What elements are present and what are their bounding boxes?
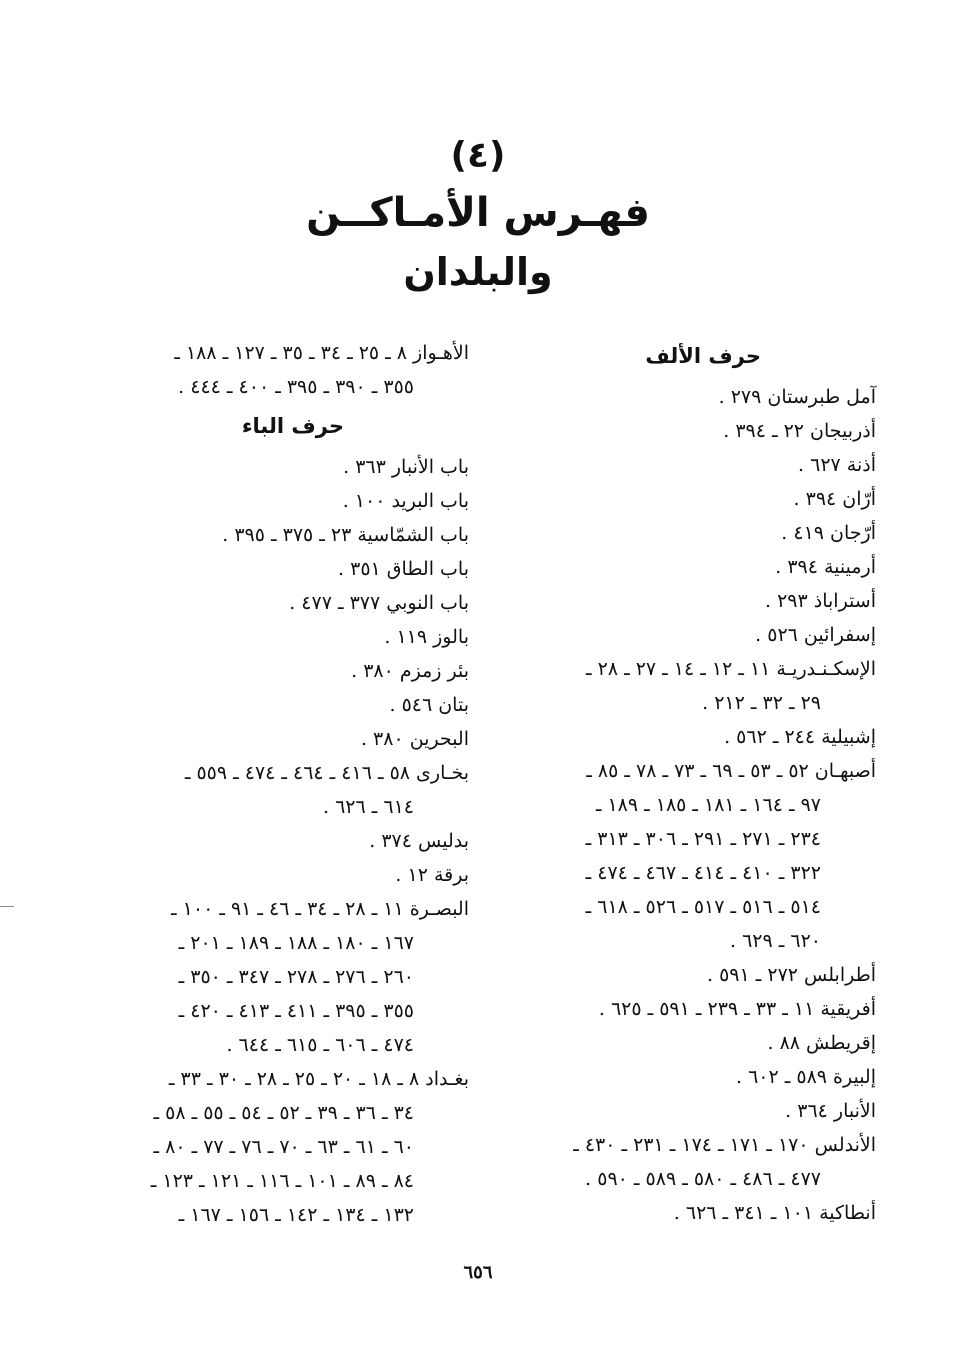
entry-line: أرّجان ٤١٩ . <box>781 522 876 544</box>
index-entry <box>109 518 469 552</box>
index-entry <box>109 824 469 858</box>
index-entry <box>109 336 469 404</box>
entry-list-ba <box>109 450 469 1232</box>
index-entry <box>476 992 876 1026</box>
index-entry <box>476 1128 876 1196</box>
entry-line: باب النوبي ٣٧٧ ـ ٤٧٧ . <box>289 592 469 614</box>
entry-list-alif-continued <box>109 336 469 404</box>
entry-line: بغـداد ٨ ـ ١٨ ـ ٢٠ ـ ٢٥ ـ ٢٨ ـ ٣٠ ـ ٣٣ ـ <box>168 1068 469 1090</box>
entry-line: آمل طبرستان ٢٧٩ . <box>718 386 876 408</box>
entry-line: أطرابلس ٢٧٢ ـ ٥٩١ . <box>706 964 876 986</box>
entry-line: أصبهـان ٥٢ ـ ٥٣ ـ ٦٩ ـ ٧٣ ـ ٧٨ ـ ٨٥ ـ <box>586 760 876 782</box>
entry-continuation-line: ٢٦٠ ـ ٢٧٦ ـ ٢٧٨ ـ ٣٤٧ ـ ٣٥٠ ـ <box>178 966 414 988</box>
entry-line: بخـارى ٥٨ ـ ٤١٦ ـ ٤٦٤ ـ ٤٧٤ ـ ٥٥٩ ـ <box>184 762 469 784</box>
entry-line: أرّان ٣٩٤ . <box>793 488 876 510</box>
index-entry <box>109 654 469 688</box>
entry-line: أذربيجان ٢٢ ـ ٣٩٤ . <box>723 420 876 442</box>
index-entry <box>476 550 876 584</box>
margin-mark <box>0 906 14 907</box>
entry-line: إلبيرة ٥٨٩ ـ ٦٠٢ . <box>735 1066 876 1088</box>
index-entry <box>476 618 876 652</box>
index-entry <box>109 858 469 892</box>
entry-continuation-line: ٢٩ ـ ٣٢ ـ ٢١٢ . <box>702 692 821 714</box>
entry-continuation-line: ٣٥٥ ـ ٣٩٠ ـ ٣٩٥ ـ ٤٠٠ ـ ٤٤٤ . <box>178 376 414 398</box>
entry-continuation-line: ٦٢٠ ـ ٦٢٩ . <box>730 930 821 952</box>
index-entry <box>109 586 469 620</box>
entry-continuation-line: ٣٤ ـ ٣٦ ـ ٣٩ ـ ٥٢ ـ ٥٤ ـ ٥٥ ـ ٥٨ ـ <box>153 1102 414 1124</box>
entry-line: البحرين ٣٨٠ . <box>360 728 469 750</box>
index-title: فهـرس الأمـاكــن <box>306 190 650 236</box>
entry-continuation-line: ٥١٤ ـ ٥١٦ ـ ٥١٧ ـ ٥٢٦ ـ ٦١٨ ـ <box>585 896 821 918</box>
entry-line: أذنة ٦٢٧ . <box>798 454 876 476</box>
index-entry <box>476 720 876 754</box>
page-number: ٦٥٦ <box>463 1262 493 1283</box>
entry-line: أستراباذ ٢٩٣ . <box>765 590 876 612</box>
index-entry <box>109 620 469 654</box>
entry-line: إسفرائين ٥٢٦ . <box>755 624 876 646</box>
entry-line: أنطاكية ١٠١ ـ ٣٤١ ـ ٦٢٦ . <box>673 1202 876 1224</box>
index-entry <box>476 516 876 550</box>
index-entry <box>476 652 876 720</box>
index-subtitle: والبلدان <box>403 250 553 294</box>
index-entry <box>476 1094 876 1128</box>
entry-line: بدليس ٣٧٤ . <box>369 830 469 852</box>
entry-continuation-line: ٦٠ ـ ٦١ ـ ٦٣ ـ ٧٠ ـ ٧٦ ـ ٧٧ ـ ٨٠ ـ <box>153 1136 414 1158</box>
entry-line: بئر زمزم ٣٨٠ . <box>351 660 469 682</box>
right-column <box>476 336 876 1230</box>
entry-continuation-line: ٣٢٢ ـ ٤١٠ ـ ٤١٤ ـ ٤٦٧ ـ ٤٧٤ ـ <box>585 862 821 884</box>
entry-continuation-line: ٤٧٧ ـ ٤٨٦ ـ ٥٨٠ ـ ٥٨٩ ـ ٥٩٠ . <box>585 1168 821 1190</box>
entry-line: البصـرة ١١ ـ ٢٨ ـ ٣٤ ـ ٤٦ ـ ٩١ ـ ١٠٠ ـ <box>171 898 469 920</box>
entry-line: الأنبار ٣٦٤ . <box>785 1100 876 1122</box>
index-entry <box>476 482 876 516</box>
index-entry <box>109 892 469 1062</box>
entry-line: أفريقية ١١ ـ ٣٣ ـ ٢٣٩ ـ ٥٩١ ـ ٦٢٥ . <box>598 998 876 1020</box>
index-entry <box>476 584 876 618</box>
index-entry <box>476 448 876 482</box>
index-entry <box>476 958 876 992</box>
entry-continuation-line: ٣٥٥ ـ ٣٩٥ ـ ٤١١ ـ ٤١٣ ـ ٤٢٠ ـ <box>178 1000 414 1022</box>
index-entry <box>476 1026 876 1060</box>
entry-line: الإسكـنـدريـة ١١ ـ ١٢ ـ ١٤ ـ ٢٧ ـ ٢٨ ـ <box>586 658 876 680</box>
entry-continuation-line: ١٦٧ ـ ١٨٠ ـ ١٨٨ ـ ١٨٩ ـ ٢٠١ ـ <box>178 932 414 954</box>
entry-continuation-line: ٨٤ ـ ٨٩ ـ ١٠١ ـ ١١٦ ـ ١٢١ ـ ١٢٣ ـ <box>150 1170 414 1192</box>
entry-continuation-line: ٩٧ ـ ١٦٤ ـ ١٨١ ـ ١٨٥ ـ ١٨٩ ـ <box>595 794 821 816</box>
index-entry <box>476 380 876 414</box>
entry-list-alif <box>476 380 876 1230</box>
entry-line: الأندلس ١٧٠ ـ ١٧١ ـ ١٧٤ ـ ٢٣١ ـ ٤٣٠ ـ <box>573 1134 876 1156</box>
index-entry <box>476 754 876 958</box>
entry-line: باب الشمّاسية ٢٣ ـ ٣٧٥ ـ ٣٩٥ . <box>222 524 469 546</box>
index-entry <box>476 414 876 448</box>
entry-line: بالوز ١١٩ . <box>384 626 469 648</box>
entry-line: إقريطش ٨٨ . <box>767 1032 876 1054</box>
entry-line: باب الطاق ٣٥١ . <box>338 558 469 580</box>
index-entry <box>109 688 469 722</box>
entry-line: برقة ١٢ . <box>395 864 469 886</box>
letter-heading-ba: حرف الباء <box>241 414 344 438</box>
index-entry <box>109 1062 469 1232</box>
entry-line: باب البريد ١٠٠ . <box>342 490 469 512</box>
entry-line: بتان ٥٤٦ . <box>389 694 469 716</box>
index-entry <box>109 484 469 518</box>
section-number: (٤) <box>450 135 506 176</box>
entry-continuation-line: ٦١٤ ـ ٦٢٦ . <box>323 796 414 818</box>
index-entry <box>109 552 469 586</box>
index-entry <box>109 756 469 824</box>
index-entry <box>476 1196 876 1230</box>
index-entry <box>109 450 469 484</box>
entry-continuation-line: ١٣٢ ـ ١٣٤ ـ ١٤٢ ـ ١٥٦ ـ ١٦٧ ـ <box>178 1204 414 1226</box>
index-entry <box>109 722 469 756</box>
left-column <box>109 336 469 1232</box>
entry-line: إشبيلية ٢٤٤ ـ ٥٦٢ . <box>724 726 876 748</box>
entry-continuation-line: ٤٧٤ ـ ٦٠٦ ـ ٦١٥ ـ ٦٤٤ . <box>226 1034 414 1056</box>
entry-line: أرمينية ٣٩٤ . <box>775 556 876 578</box>
index-entry <box>476 1060 876 1094</box>
entry-line: الأهـواز ٨ ـ ٢٥ ـ ٣٤ ـ ٣٥ ـ ١٢٧ ـ ١٨٨ ـ <box>174 342 469 364</box>
entry-continuation-line: ٢٣٤ ـ ٢٧١ ـ ٢٩١ ـ ٣٠٦ ـ ٣١٣ ـ <box>585 828 821 850</box>
letter-heading-alif: حرف الألف <box>645 344 761 368</box>
entry-line: باب الأنبار ٣٦٣ . <box>343 456 469 478</box>
